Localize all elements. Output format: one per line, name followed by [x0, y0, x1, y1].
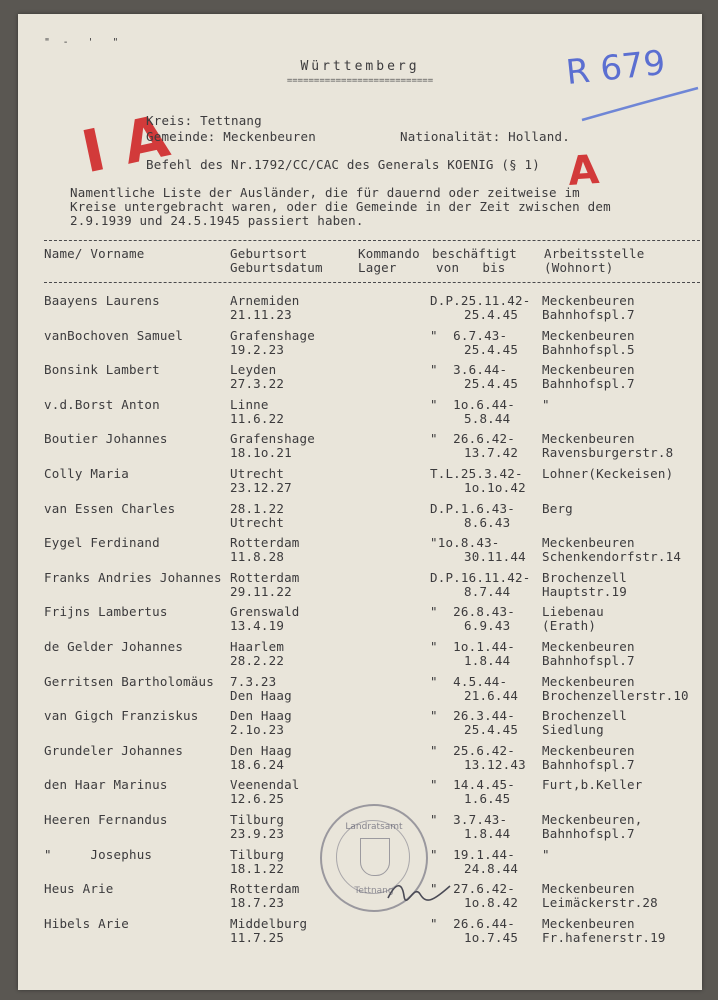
nationality-line: Nationalität: Holland. [400, 129, 570, 144]
row-employed-from: " 26.8.43- [430, 604, 515, 620]
document-title: Württemberg [300, 59, 420, 74]
row-birth-line1: Grafenshage [230, 327, 315, 343]
row-birth-line2: 19.2.23 [230, 341, 285, 357]
row-employed-to: 25.4.45 [464, 376, 519, 392]
row-employed-from: " 26.6.44- [430, 915, 515, 931]
row-name: Colly Maria [44, 466, 129, 481]
row-workplace-line1: Meckenbeuren [542, 431, 635, 447]
col-header-name: Name/ Vorname [44, 246, 145, 261]
row-workplace-line2: Leimäckerstr.28 [542, 895, 658, 911]
row-birth-line1: Middelburg [230, 915, 308, 931]
row-birth-line2: 23.12.27 [230, 480, 292, 495]
row-workplace-line1: Meckenbeuren [542, 293, 635, 308]
row-employed-from: " 14.4.45- [430, 777, 515, 793]
row-workplace-line1: Meckenbeuren [542, 327, 635, 343]
col-header-from-to: von bis [436, 260, 506, 275]
row-birth-line2: 2.1o.23 [230, 722, 285, 738]
row-workplace-line1: Meckenbeuren [542, 673, 635, 689]
kreis-line: Kreis: Tettnang [146, 113, 262, 128]
row-name: v.d.Borst Anton [44, 396, 160, 412]
row-workplace-line1: Meckenbeuren [542, 915, 635, 931]
row-birth-line1: Grenswald [230, 604, 300, 620]
row-employed-from: " 6.7.43- [430, 327, 508, 343]
row-birth-line1: 28.1.22 [230, 500, 285, 516]
row-workplace-line1: Liebenau [542, 604, 604, 620]
row-birth-line1: Den Haag [230, 742, 292, 758]
row-birth-line2: 27.3.22 [230, 376, 285, 392]
row-birth-line2: Den Haag [230, 687, 292, 703]
order-line: Befehl des Nr.1792/CC/CAC des Generals KOENIG (§ 1) [146, 157, 541, 172]
row-birth-line1: Haarlem [230, 639, 285, 654]
row-birth-line1: Utrecht [230, 466, 285, 481]
row-workplace-line2: Siedlung [542, 722, 604, 738]
row-workplace-line1: Meckenbeuren [542, 535, 635, 551]
row-birth-line1: Grafenshage [230, 431, 315, 447]
row-employed-from: " 19.1.44- [430, 846, 515, 862]
row-birth-line2: 18.6.24 [230, 756, 285, 772]
row-name: van Essen Charles [44, 500, 176, 516]
document-page [18, 14, 702, 990]
header-rule-bottom [44, 282, 700, 283]
row-name: Boutier Johannes [44, 431, 168, 447]
row-employed-from: " 27.6.42- [430, 881, 515, 897]
row-employed-from: " 26.6.42- [430, 431, 515, 447]
row-name: Bonsink Lambert [44, 362, 160, 378]
signature-icon [384, 876, 454, 906]
row-employed-to: 24.8.44 [464, 860, 519, 876]
row-workplace-line2: Brochenzellerstr.10 [542, 687, 689, 703]
col-header-birthplace: Geburtsort [230, 246, 308, 261]
col-header-employed: beschäftigt [432, 246, 517, 261]
row-workplace-line2: (Erath) [542, 618, 597, 634]
row-name: den Haar Marinus [44, 777, 168, 793]
row-workplace-line2: Bahnhofspl.7 [542, 826, 635, 841]
row-employed-to: 1.8.44 [464, 653, 511, 668]
row-birth-line2: 18.1.22 [230, 860, 285, 876]
stamp-text-bottom: Tettnang [354, 886, 394, 896]
col-header-kommando: Kommando [358, 246, 420, 261]
row-birth-line1: Arnemiden [230, 293, 300, 308]
title-underline: =========================== [286, 76, 434, 86]
row-employed-from: " 26.3.44- [430, 708, 515, 724]
row-name: Hibels Arie [44, 915, 129, 931]
row-employed-to: 25.4.45 [464, 307, 519, 322]
row-employed-to: 8.7.44 [464, 583, 511, 599]
row-employed-to: 6.9.43 [464, 618, 511, 634]
row-birth-line1: Veenendal [230, 777, 300, 793]
row-birth-line2: 23.9.23 [230, 826, 285, 841]
archive-mark: R 679 [564, 42, 668, 94]
row-workplace-line1: Brochenzell [542, 708, 627, 724]
row-birth-line2: 29.11.22 [230, 583, 292, 599]
row-workplace-line1: Meckenbeuren [542, 881, 635, 897]
header-rule-top [44, 240, 700, 241]
row-name: de Gelder Johannes [44, 639, 184, 654]
row-workplace-line1: " [542, 396, 550, 412]
row-employed-to: 1o.8.42 [464, 895, 519, 911]
row-name: Franks Andries Johannes [44, 569, 222, 585]
row-employed-from: " 3.7.43- [430, 812, 508, 827]
row-workplace-line2: Schenkendorfstr.14 [542, 549, 682, 565]
row-birth-line2: 12.6.25 [230, 791, 285, 807]
row-workplace-line1: Lohner(Keckeisen) [542, 466, 674, 481]
row-name: Frijns Lambertus [44, 604, 168, 620]
row-birth-line1: 7.3.23 [230, 673, 277, 689]
row-employed-to: 1.8.44 [464, 826, 511, 841]
row-employed-to: 30.11.44 [464, 549, 526, 565]
row-employed-to: 13.7.42 [464, 445, 519, 461]
row-employed-to: 5.8.44 [464, 410, 511, 426]
row-workplace-line1: " [542, 846, 550, 862]
ia-mark: I A [75, 101, 175, 187]
intro-line-2: Kreise untergebracht waren, oder die Gemeinde in der Zeit zwischen dem [70, 199, 611, 214]
row-employed-from: D.P.16.11.42- [430, 569, 531, 585]
a-mark: A [566, 146, 601, 196]
row-employed-from: T.L.25.3.42- [430, 466, 523, 481]
row-name: Gerritsen Bartholomäus [44, 673, 214, 689]
row-employed-from: " 3.6.44- [430, 362, 508, 378]
row-name: van Gigch Franziskus [44, 708, 199, 724]
row-workplace-line1: Berg [542, 500, 573, 516]
row-workplace-line2: Ravensburgerstr.8 [542, 445, 674, 461]
row-employed-from: " 1o.6.44- [430, 396, 515, 412]
row-workplace-line1: Meckenbeuren [542, 639, 635, 654]
row-birth-line1: Rotterdam [230, 535, 300, 551]
row-birth-line1: Leyden [230, 362, 277, 378]
row-employed-to: 25.4.45 [464, 722, 519, 738]
row-employed-from: " 1o.1.44- [430, 639, 515, 654]
row-employed-to: 21.6.44 [464, 687, 519, 703]
row-employed-to: 1o.7.45 [464, 929, 519, 945]
col-header-residence: (Wohnort) [544, 260, 614, 275]
row-workplace-line1: Meckenbeuren [542, 742, 635, 758]
row-workplace-line1: Furt,b.Keller [542, 777, 643, 793]
row-workplace-line2: Bahnhofspl.7 [542, 376, 635, 392]
row-birth-line2: Utrecht [230, 514, 285, 530]
row-workplace-line2: Hauptstr.19 [542, 583, 627, 599]
gemeinde-line: Gemeinde: Meckenbeuren [146, 129, 316, 144]
intro-line-3: 2.9.1939 und 24.5.1945 passiert haben. [70, 213, 364, 228]
row-birth-line1: Tilburg [230, 812, 285, 827]
col-header-lager: Lager [358, 260, 397, 275]
row-employed-to: 1.6.45 [464, 791, 511, 807]
stamp-crest-icon [360, 838, 390, 876]
intro-line-1: Namentliche Liste der Ausländer, die für dauernd oder zeitweise im [70, 185, 580, 200]
row-employed-to: 1o.1o.42 [464, 480, 526, 495]
row-birth-line1: Linne [230, 396, 269, 412]
row-birth-line1: Tilburg [230, 846, 285, 862]
row-birth-line2: 11.8.28 [230, 549, 285, 565]
row-employed-from: "1o.8.43- [430, 535, 500, 551]
row-workplace-line2: Bahnhofspl.7 [542, 756, 635, 772]
col-header-workplace: Arbeitsstelle [544, 246, 645, 261]
row-workplace-line1: Meckenbeuren [542, 362, 635, 378]
row-employed-to: 25.4.45 [464, 341, 519, 357]
row-employed-from: " 25.6.42- [430, 742, 515, 758]
row-name: Eygel Ferdinand [44, 535, 160, 551]
row-name: Grundeler Johannes [44, 742, 184, 758]
row-birth-line2: 11.7.25 [230, 929, 285, 945]
row-name: vanBochoven Samuel [44, 327, 184, 343]
header-marks: " - ' " [44, 37, 119, 48]
row-birth-line2: 18.7.23 [230, 895, 285, 911]
blue-pencil-stroke [578, 86, 702, 126]
col-header-birthdate: Geburtsdatum [230, 260, 323, 275]
row-workplace-line2: Bahnhofspl.5 [542, 341, 635, 357]
row-name: Baayens Laurens [44, 293, 160, 308]
row-birth-line1: Den Haag [230, 708, 292, 724]
row-name: " Josephus [44, 846, 153, 862]
stamp-text-top: Landratsamt [345, 822, 403, 832]
row-workplace-line1: Brochenzell [542, 569, 627, 585]
row-birth-line2: 18.1o.21 [230, 445, 292, 461]
row-birth-line2: 28.2.22 [230, 653, 285, 668]
row-employed-to: 8.6.43 [464, 514, 511, 530]
row-birth-line2: 13.4.19 [230, 618, 285, 634]
row-birth-line1: Rotterdam [230, 569, 300, 585]
row-workplace-line2: Fr.hafenerstr.19 [542, 929, 666, 945]
row-workplace-line1: Meckenbeuren, [542, 812, 643, 827]
row-name: Heus Arie [44, 881, 114, 897]
row-employed-from: " 4.5.44- [430, 673, 508, 689]
row-birth-line1: Rotterdam [230, 881, 300, 897]
row-birth-line2: 11.6.22 [230, 410, 285, 426]
row-employed-to: 13.12.43 [464, 756, 526, 772]
row-name: Heeren Fernandus [44, 812, 168, 827]
row-employed-from: D.P.1.6.43- [430, 500, 515, 516]
row-workplace-line2: Bahnhofspl.7 [542, 653, 635, 668]
row-employed-from: D.P.25.11.42- [430, 293, 531, 308]
row-birth-line2: 21.11.23 [230, 307, 292, 322]
row-workplace-line2: Bahnhofspl.7 [542, 307, 635, 322]
